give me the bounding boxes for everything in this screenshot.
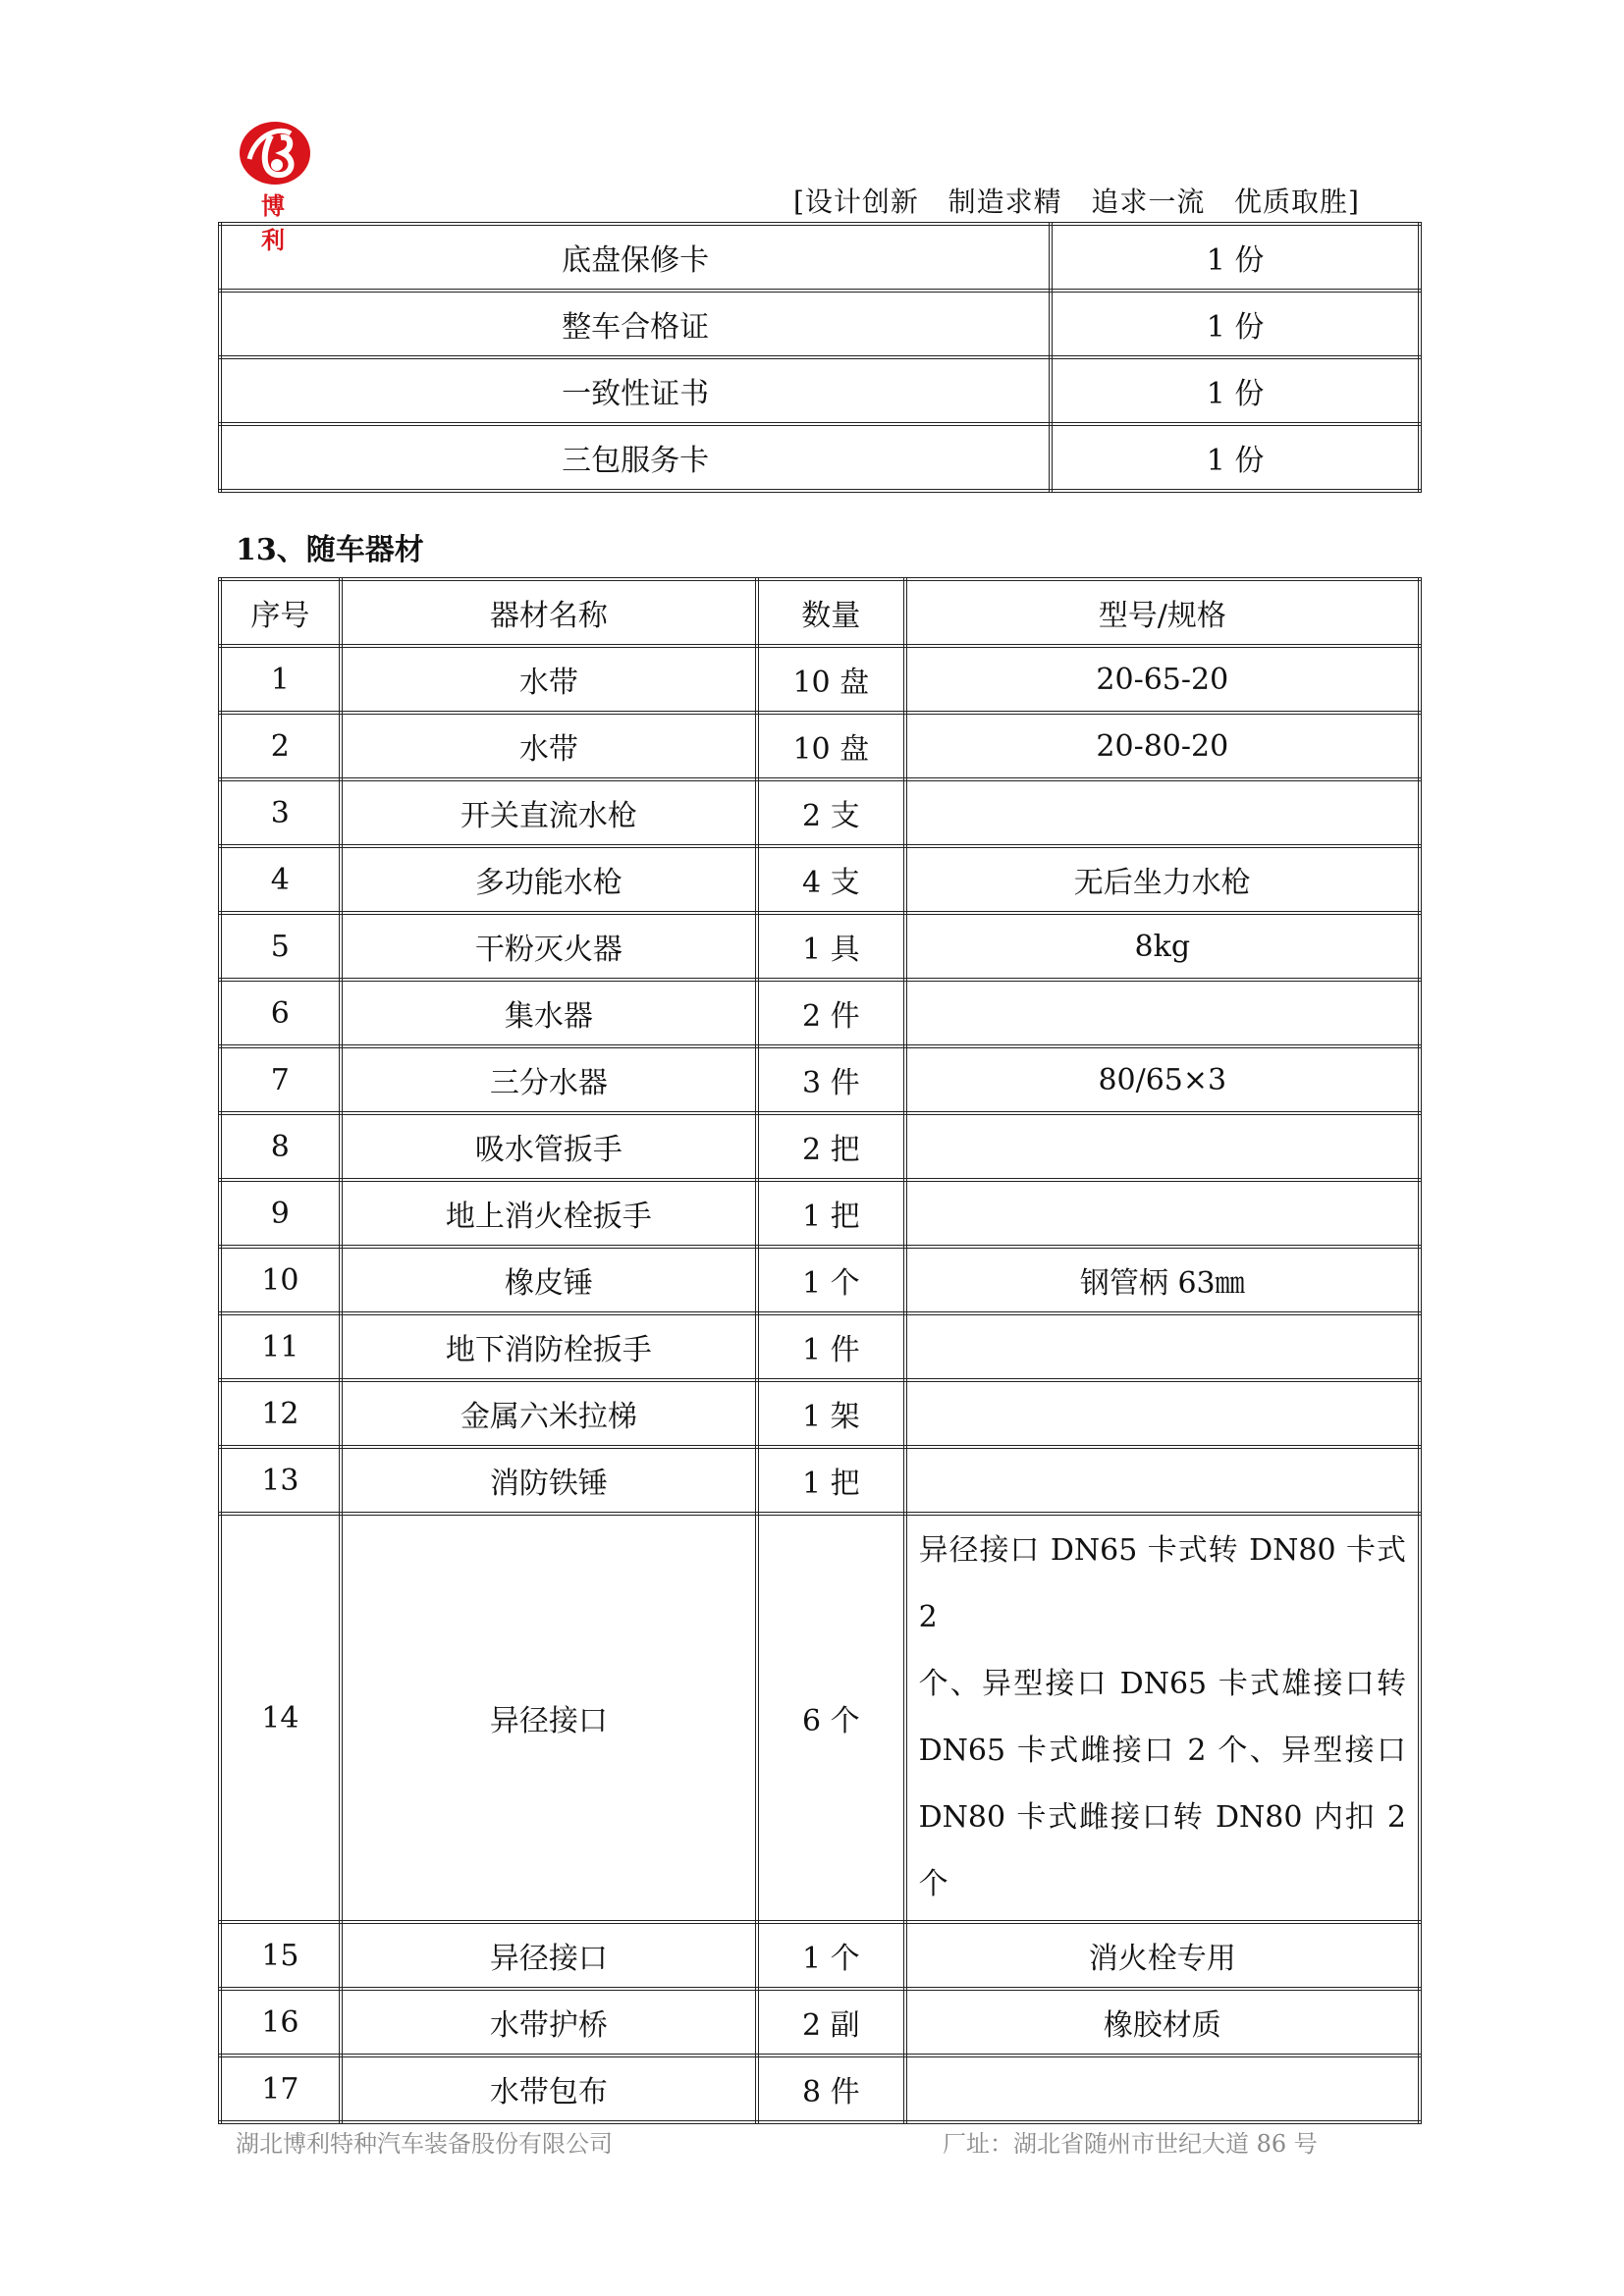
spec-line: DN80 卡式雌接口转 DN80 内扣 2 个 [918, 1800, 1406, 1901]
cell-qty: 4 支 [757, 846, 905, 913]
footer-company: 湖北博利特种汽车装备股份有限公司 [236, 2130, 613, 2158]
document-qty: 1 份 [1051, 224, 1420, 291]
cell-no: 8 [220, 1113, 341, 1180]
table-row [220, 713, 1420, 779]
cell-spec: 无后坐力水枪 [905, 846, 1420, 913]
cell-name: 三分水器 [341, 1046, 757, 1113]
header-name: 器材名称 [341, 579, 757, 646]
cell-qty: 1 具 [757, 913, 905, 980]
cell-no: 1 [220, 646, 341, 713]
cell-name: 集水器 [341, 980, 757, 1046]
cell-spec: 80/65×3 [905, 1046, 1420, 1113]
cell-name: 水带护桥 [341, 1989, 757, 2056]
cell-name: 开关直流水枪 [341, 779, 757, 846]
spec-line: DN65 卡式雌接口 2 个、异型接口 [918, 1734, 1406, 1768]
company-slogan: [设计创新 制造求精 追求一流 优质取胜] [793, 186, 1360, 218]
table-row [220, 2056, 1420, 2122]
cell-name: 地上消火栓扳手 [341, 1180, 757, 1247]
cell-spec: 8kg [905, 913, 1420, 980]
cell-no: 15 [220, 1922, 341, 1989]
document-qty: 1 份 [1051, 357, 1420, 424]
cell-qty: 2 件 [757, 980, 905, 1046]
table-row [220, 1046, 1420, 1113]
cell-name: 干粉灭火器 [341, 913, 757, 980]
document-name: 一致性证书 [220, 357, 1051, 424]
cell-spec: 消火栓专用 [905, 1922, 1420, 1989]
cell-name: 消防铁锤 [341, 1447, 757, 1514]
cell-qty: 8 件 [757, 2056, 905, 2122]
documents-table [218, 222, 1422, 493]
cell-qty: 1 把 [757, 1180, 905, 1247]
header-qty: 数量 [757, 579, 905, 646]
cell-spec [905, 1180, 1420, 1247]
document-qty: 1 份 [1051, 291, 1420, 357]
cell-qty: 10 盘 [757, 713, 905, 779]
cell-no: 9 [220, 1180, 341, 1247]
cell-qty: 2 把 [757, 1113, 905, 1180]
cell-spec [905, 1447, 1420, 1514]
table-row [220, 1514, 1420, 1922]
spec-line: 异径接口 DN65 卡式转 DN80 卡式 2 [918, 1533, 1406, 1634]
logo-text: 博 利 [261, 192, 298, 254]
cell-name: 异径接口 [341, 1922, 757, 1989]
table-row [220, 1247, 1420, 1313]
cell-no: 17 [220, 2056, 341, 2122]
cell-spec [905, 980, 1420, 1046]
table-row [220, 424, 1420, 491]
logo-emblem-icon [232, 116, 318, 194]
cell-spec [905, 779, 1420, 846]
table-row [220, 980, 1420, 1046]
cell-no: 16 [220, 1989, 341, 2056]
table-row [220, 1922, 1420, 1989]
cell-name: 橡皮锤 [341, 1247, 757, 1313]
cell-spec [905, 1313, 1420, 1380]
cell-qty: 1 个 [757, 1247, 905, 1313]
cell-qty: 2 副 [757, 1989, 905, 2056]
header-no: 序号 [220, 579, 341, 646]
table-row [220, 1380, 1420, 1447]
cell-qty: 1 把 [757, 1447, 905, 1514]
cell-qty: 6 个 [757, 1514, 905, 1922]
table-row [220, 1447, 1420, 1514]
cell-qty: 1 件 [757, 1313, 905, 1380]
cell-name: 异径接口 [341, 1514, 757, 1922]
table-row [220, 357, 1420, 424]
header-spec: 型号/规格 [905, 579, 1420, 646]
cell-spec [905, 2056, 1420, 2122]
equipment-table [218, 577, 1422, 2124]
cell-spec: 20-65-20 [905, 646, 1420, 713]
cell-spec [905, 1380, 1420, 1447]
cell-no: 14 [220, 1514, 341, 1922]
table-row [220, 913, 1420, 980]
cell-qty: 1 架 [757, 1380, 905, 1447]
cell-no: 7 [220, 1046, 341, 1113]
table-row [220, 224, 1420, 291]
cell-no: 4 [220, 846, 341, 913]
document-name: 三包服务卡 [220, 424, 1051, 491]
table-row [220, 1180, 1420, 1247]
cell-spec: 钢管柄 63㎜ [905, 1247, 1420, 1313]
cell-name: 多功能水枪 [341, 846, 757, 913]
section-heading: 13、随车器材 [236, 533, 424, 567]
document-name: 底盘保修卡 [220, 224, 1051, 291]
company-logo [232, 116, 318, 254]
cell-name: 水带包布 [341, 2056, 757, 2122]
table-row [220, 291, 1420, 357]
cell-no: 10 [220, 1247, 341, 1313]
cell-no: 6 [220, 980, 341, 1046]
table-row [220, 779, 1420, 846]
cell-name: 水带 [341, 713, 757, 779]
cell-qty: 10 盘 [757, 646, 905, 713]
cell-no: 2 [220, 713, 341, 779]
cell-no: 12 [220, 1380, 341, 1447]
cell-no: 13 [220, 1447, 341, 1514]
table-row [220, 846, 1420, 913]
cell-spec: 20-80-20 [905, 713, 1420, 779]
cell-no: 5 [220, 913, 341, 980]
cell-name: 地下消防栓扳手 [341, 1313, 757, 1380]
spec-line: 个、异型接口 DN65 卡式雄接口转 [918, 1667, 1406, 1701]
table-header-row [220, 579, 1420, 646]
cell-spec: 橡胶材质 [905, 1989, 1420, 2056]
document-name: 整车合格证 [220, 291, 1051, 357]
cell-name: 金属六米拉梯 [341, 1380, 757, 1447]
cell-no: 11 [220, 1313, 341, 1380]
document-qty: 1 份 [1051, 424, 1420, 491]
cell-qty: 1 个 [757, 1922, 905, 1989]
cell-no: 3 [220, 779, 341, 846]
table-row [220, 1989, 1420, 2056]
cell-name: 吸水管扳手 [341, 1113, 757, 1180]
table-row [220, 646, 1420, 713]
cell-qty: 3 件 [757, 1046, 905, 1113]
cell-spec [905, 1113, 1420, 1180]
cell-name: 水带 [341, 646, 757, 713]
cell-spec-multiline [905, 1514, 1420, 1922]
cell-qty: 2 支 [757, 779, 905, 846]
table-row [220, 1113, 1420, 1180]
table-row [220, 1313, 1420, 1380]
footer-address: 厂址：湖北省随州市世纪大道 86 号 [943, 2130, 1318, 2158]
